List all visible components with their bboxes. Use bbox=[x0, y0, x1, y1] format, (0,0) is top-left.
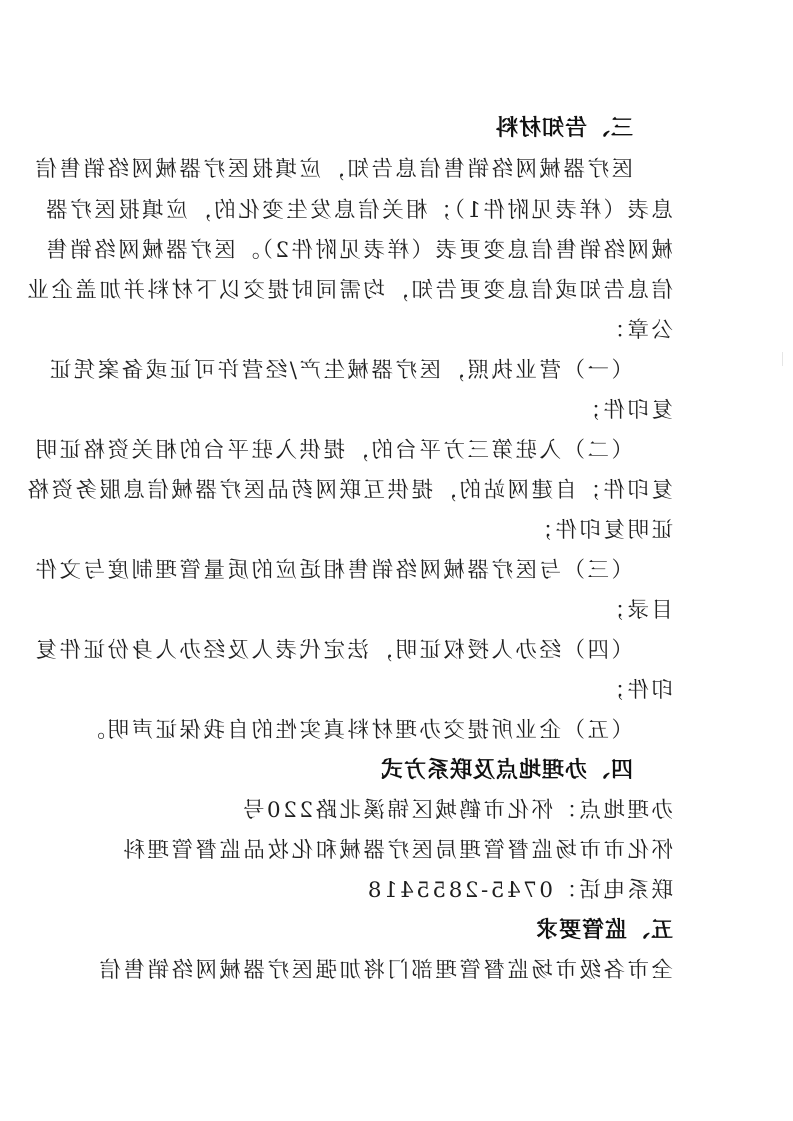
section-3-line-9: 复印件；自建网站的，提供互联网药品医疗器械信息服务资格 bbox=[24, 478, 673, 503]
section-4-line-3: 联系电话：0745-2855418 bbox=[365, 878, 673, 903]
section-3-line-13: （四）经办人授权证明，法定代表人及经办人身份证件复 bbox=[32, 638, 633, 663]
section-5-line-1: 全市各级市场监督管理部门将加强医疗器械网络销售信 bbox=[96, 958, 673, 983]
section-5-heading: 五、监管要求 bbox=[534, 918, 673, 943]
section-4-heading: 四、办理地点及联系方式 bbox=[379, 758, 633, 783]
section-3-line-1: 医疗器械网络销售信息告知，应填报医疗器械网络销售信 bbox=[32, 157, 633, 182]
section-3-line-7: 复印件； bbox=[576, 398, 673, 423]
section-3-line-15: （五）企业所提交办理材料真实性的自我保证声明。 bbox=[80, 718, 633, 743]
section-3-line-5: 公章： bbox=[600, 318, 673, 343]
section-3-line-3: 械网络销售信息变更表（样表见附件2）。医疗器械网络销售 bbox=[43, 238, 673, 263]
section-3-line-12: 目录； bbox=[600, 598, 673, 623]
section-3-line-6: （一）营业执照，医疗器械生产/经营许可证或备案凭证 bbox=[47, 358, 633, 383]
section-3-heading: 三、告知材料 bbox=[494, 116, 633, 141]
section-3-line-8: （二）入驻第三方平台的，提供入驻平台的相关资格证明 bbox=[32, 438, 633, 463]
section-3-line-11: （三）与医疗器械网络销售相适应的质量管理制度与文件 bbox=[32, 558, 633, 583]
scan-edge-mark bbox=[782, 352, 783, 366]
section-4-line-1: 办理地点：怀化市鹤城区锦溪北路220号 bbox=[240, 798, 673, 823]
section-3-line-2: 息表（样表见附件1）；相关信息发生变化的，应填报医疗器 bbox=[43, 198, 673, 223]
section-4-line-2: 怀化市市场监督管理局医疗器械和化妆品监督管理科 bbox=[120, 838, 673, 863]
section-3-line-4: 信息告知或信息变更告知，均需同时提交以下材料并加盖企业 bbox=[24, 278, 673, 303]
section-3-line-10: 证明复印件； bbox=[528, 518, 673, 543]
section-3-line-14: 印件； bbox=[600, 678, 673, 703]
